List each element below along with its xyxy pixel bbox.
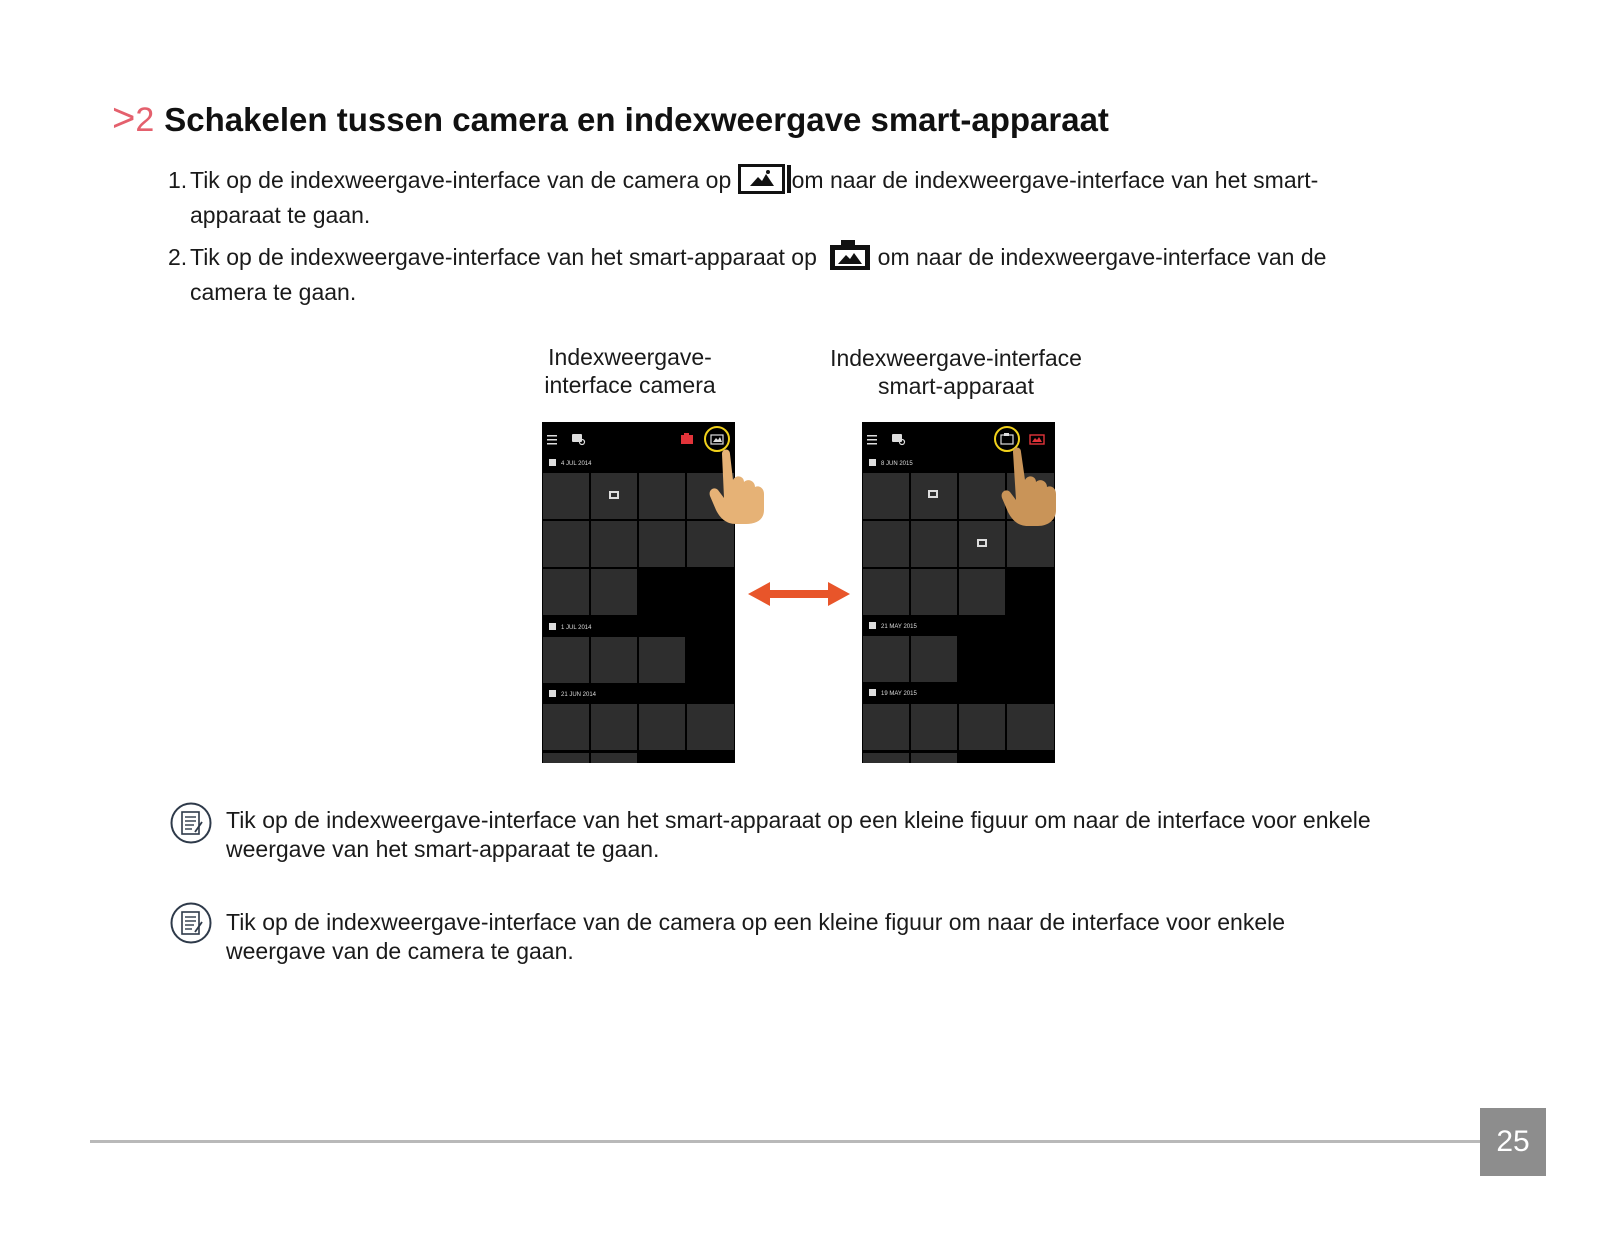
- chevron-right-icon: >: [112, 96, 136, 140]
- camera-search-icon: [892, 434, 905, 445]
- menu-icon: [867, 435, 877, 445]
- step-text-after: om naar de indexweergave-interface van het smart-: [791, 167, 1319, 193]
- note-line: Tik op de indexweergave-interface van de camera op een kleine figuur om naar de interface voor enkele: [226, 909, 1286, 935]
- step-text-cont: camera te gaan.: [190, 279, 357, 305]
- hand-pointer-icon: [700, 440, 780, 530]
- note-line: weergave van de camera te gaan.: [226, 938, 574, 964]
- caption-line: smart-apparaat: [878, 373, 1034, 399]
- step-number: 1.: [168, 167, 188, 193]
- step-text-before: Tik op de indexweergave-interface van de camera op: [190, 167, 738, 193]
- note-2: [226, 908, 1486, 966]
- step-text-before: Tik op de indexweergave-interface van het smart-apparaat op: [190, 244, 824, 270]
- date-label: 1 JUL 2014: [561, 625, 592, 631]
- note-1: [226, 806, 1486, 864]
- note-line: Tik op de indexweergave-interface van het smart-apparaat op een kleine figuur om naar de interface voor enkele: [226, 807, 1371, 833]
- caption-smart-device: [796, 344, 1116, 400]
- caption-line: interface camera: [544, 372, 716, 398]
- step-1: [168, 164, 1428, 230]
- section-number: 2: [135, 101, 155, 139]
- date-label: 19 MAY 2015: [881, 691, 917, 697]
- video-icon: [928, 490, 938, 498]
- step-number: 2.: [168, 244, 188, 270]
- step-text-after: om naar de indexweergave-interface van de: [871, 244, 1327, 270]
- camera-index-icon: [829, 239, 871, 278]
- smart-device-index-icon: [738, 164, 792, 201]
- video-icon: [609, 491, 619, 499]
- hand-pointer-icon: [993, 440, 1073, 530]
- footer-rule: [90, 1140, 1480, 1143]
- note-icon: [170, 902, 212, 944]
- menu-icon: [547, 435, 557, 445]
- page-number: 25: [1480, 1108, 1546, 1176]
- step-text-cont: apparaat te gaan.: [190, 202, 371, 228]
- step-2: [168, 239, 1428, 307]
- caption-line: Indexweergave-interface: [830, 345, 1082, 371]
- double-arrow-icon: [748, 580, 850, 608]
- section-title: Schakelen tussen camera en indexweergave smart-apparaat: [164, 101, 1109, 138]
- video-icon: [977, 539, 987, 547]
- date-label: 21 MAY 2015: [881, 624, 917, 630]
- caption-line: Indexweergave-: [548, 344, 712, 370]
- camera-search-icon: [572, 434, 585, 445]
- date-label: 4 JUL 2014: [561, 461, 592, 467]
- note-line: weergave van het smart-apparaat te gaan.: [226, 836, 660, 862]
- caption-camera: [500, 343, 760, 399]
- section-heading: [112, 96, 1109, 141]
- date-label: 21 JUN 2014: [561, 692, 597, 698]
- note-icon: [170, 802, 212, 844]
- date-label: 8 JUN 2015: [881, 461, 913, 467]
- camera-index-icon: [681, 433, 693, 444]
